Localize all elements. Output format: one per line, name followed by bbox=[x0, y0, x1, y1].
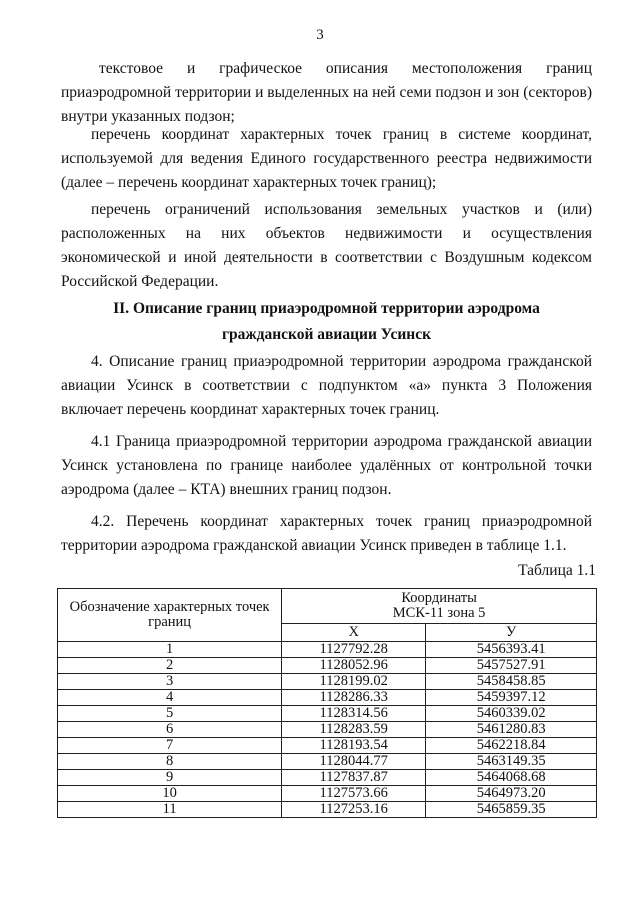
point-number: 4 bbox=[58, 690, 282, 706]
table-row bbox=[58, 674, 597, 690]
point-number: 3 bbox=[58, 674, 282, 690]
coord-x: 1127573.66 bbox=[282, 786, 426, 802]
table-row bbox=[58, 802, 597, 818]
table-row bbox=[58, 770, 597, 786]
point-number: 2 bbox=[58, 658, 282, 674]
table-caption: Таблица 1.1 bbox=[518, 562, 596, 579]
section-heading bbox=[61, 296, 592, 348]
table-row bbox=[58, 786, 597, 802]
point-number: 10 bbox=[58, 786, 282, 802]
table-row bbox=[58, 738, 597, 754]
section-heading-line-2: гражданской авиации Усинск bbox=[221, 326, 432, 343]
coord-y: 5461280.83 bbox=[426, 722, 597, 738]
point-number: 7 bbox=[58, 738, 282, 754]
coord-y: 5459397.12 bbox=[426, 690, 597, 706]
header-y: У bbox=[426, 624, 597, 642]
coord-x: 1128314.56 bbox=[282, 706, 426, 722]
table-row bbox=[58, 722, 597, 738]
paragraph-4: 4. Описание границ приаэродромной территории аэродрома гражданской авиации Усинск в соответствии с подпунктом «а» пункта 3 Положения включает перечень координат характерных точек границ. bbox=[61, 353, 592, 418]
coord-y: 5463149.35 bbox=[426, 754, 597, 770]
coord-x: 1128199.02 bbox=[282, 674, 426, 690]
point-number: 8 bbox=[58, 754, 282, 770]
coord-y: 5457527.91 bbox=[426, 658, 597, 674]
paragraph-4-1: 4.1 Граница приаэродромной территории аэродрома гражданской авиации Усинск установлена по границе наиболее удалённых от контрольной точки аэродрома (далее – КТА) внешних границ подзон. bbox=[61, 433, 592, 498]
coord-y: 5465859.35 bbox=[426, 802, 597, 818]
section-heading-line-1: II. Описание границ приаэродромной территории аэродрома bbox=[113, 300, 540, 317]
point-number: 1 bbox=[58, 642, 282, 658]
point-number: 9 bbox=[58, 770, 282, 786]
paragraph-coordinates-list: перечень координат характерных точек границ в системе координат, используемой для ведения Единого государственного реестра недвижимости (далее – перечень координат характерных точек границ); bbox=[61, 126, 592, 191]
coordinates-table bbox=[57, 588, 597, 818]
coord-x: 1128052.96 bbox=[282, 658, 426, 674]
coord-y: 5464068.68 bbox=[426, 770, 597, 786]
coord-x: 1128286.33 bbox=[282, 690, 426, 706]
coord-x: 1128283.59 bbox=[282, 722, 426, 738]
coord-y: 5460339.02 bbox=[426, 706, 597, 722]
table-row bbox=[58, 658, 597, 674]
header-coordinates bbox=[282, 589, 597, 624]
header-point-designation: Обозначение характерных точек границ bbox=[58, 589, 282, 642]
coord-x: 1128193.54 bbox=[282, 738, 426, 754]
table-row bbox=[58, 754, 597, 770]
table-row bbox=[58, 706, 597, 722]
point-number: 5 bbox=[58, 706, 282, 722]
coord-x: 1127253.16 bbox=[282, 802, 426, 818]
table-row bbox=[58, 690, 597, 706]
coord-y: 5462218.84 bbox=[426, 738, 597, 754]
paragraph-4-2: 4.2. Перечень координат характерных точек границ приаэродромной территории аэродрома гражданской авиации Усинск приведен в таблице 1.1. bbox=[61, 513, 592, 554]
coord-y: 5464973.20 bbox=[426, 786, 597, 802]
header-coordinates-title: Координаты bbox=[401, 590, 477, 606]
coord-y: 5456393.41 bbox=[426, 642, 597, 658]
header-x: Х bbox=[282, 624, 426, 642]
page-number: 3 bbox=[316, 27, 324, 43]
coord-y: 5458458.85 bbox=[426, 674, 597, 690]
coord-x: 1127837.87 bbox=[282, 770, 426, 786]
coord-x: 1128044.77 bbox=[282, 754, 426, 770]
header-coordinate-system: МСК-11 зона 5 bbox=[392, 605, 486, 621]
point-number: 6 bbox=[58, 722, 282, 738]
paragraph-restrictions: перечень ограничений использования земельных участков и (или) расположенных на них объектов недвижимости и осуществления экономической и иной деятельности в соответствии с Воздушным кодексом Российской Федерации. bbox=[61, 201, 592, 290]
point-number: 11 bbox=[58, 802, 282, 818]
coord-x: 1127792.28 bbox=[282, 642, 426, 658]
table-row bbox=[58, 642, 597, 658]
paragraph-description: текстовое и графическое описания местоположения границ приаэродромной территории и выделенных на ней семи подзон и зон (секторов) внутри указанных подзон; bbox=[61, 60, 592, 125]
